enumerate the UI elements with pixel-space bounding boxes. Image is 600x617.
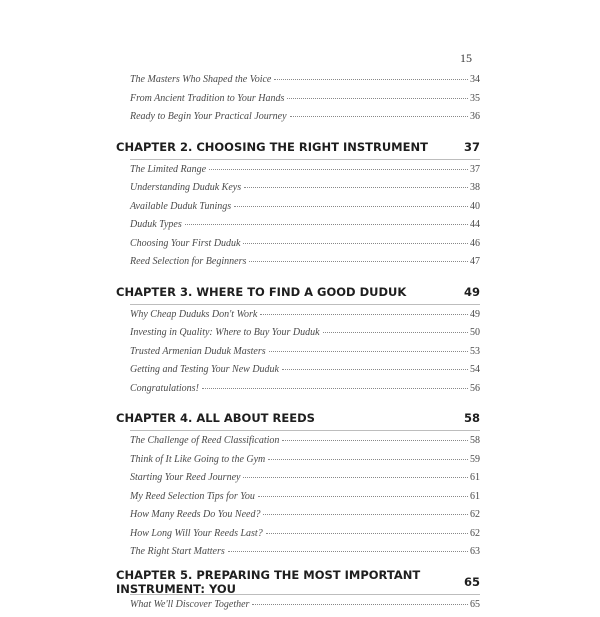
toc-entry[interactable]: [116, 309, 480, 328]
toc-entry-title: Available Duduk Tunings: [130, 201, 231, 212]
toc-entry-page: 58: [470, 435, 480, 446]
toc-entry-page: 59: [470, 454, 480, 465]
toc-entry-page: 34: [470, 74, 480, 85]
toc-entry-title: What We'll Discover Together: [130, 599, 249, 610]
chapter-heading[interactable]: [116, 137, 480, 157]
dot-leader: [209, 169, 468, 170]
toc-entry[interactable]: [116, 364, 480, 383]
toc-entry[interactable]: [116, 164, 480, 183]
table-of-contents: [116, 74, 480, 617]
toc-entry-title: The Limited Range: [130, 164, 206, 175]
dot-leader: [282, 369, 468, 370]
chapter-divider: [130, 159, 480, 160]
toc-entry-title: My Reed Selection Tips for You: [130, 491, 255, 502]
toc-entry-title: How Many Reeds Do You Need?: [130, 509, 260, 520]
toc-entry-page: 49: [470, 309, 480, 320]
toc-entry[interactable]: [116, 435, 480, 454]
toc-entry-title: Congratulations!: [130, 383, 199, 394]
toc-entry-title: Ready to Begin Your Practical Journey: [130, 111, 287, 122]
chapter-page: 65: [464, 575, 480, 589]
toc-entry[interactable]: [116, 256, 480, 275]
chapter-page: 58: [464, 411, 480, 425]
toc-entry[interactable]: [116, 182, 480, 201]
chapter-section: [116, 572, 480, 617]
dot-leader: [244, 187, 468, 188]
toc-entry-title: How Long Will Your Reeds Last?: [130, 528, 263, 539]
toc-entry-page: 62: [470, 528, 480, 539]
toc-entry-title: Duduk Types: [130, 219, 182, 230]
chapter-title: CHAPTER 3. WHERE TO FIND A GOOD DUDUK: [116, 285, 406, 299]
chapter-section: [116, 408, 480, 565]
dot-leader: [202, 388, 468, 389]
toc-entry[interactable]: [116, 111, 480, 130]
toc-entry-page: 38: [470, 182, 480, 193]
dot-leader: [243, 243, 468, 244]
dot-leader: [243, 477, 468, 478]
chapter-divider: [130, 304, 480, 305]
dot-leader: [269, 351, 468, 352]
dot-leader: [252, 604, 468, 605]
toc-entry-title: The Right Start Matters: [130, 546, 225, 557]
toc-entry-page: 65: [470, 599, 480, 610]
chapter-section: [116, 282, 480, 402]
toc-entry[interactable]: [116, 219, 480, 238]
toc-entry-title: Starting Your Reed Journey: [130, 472, 240, 483]
toc-entry[interactable]: [116, 238, 480, 257]
page-number: 15: [460, 51, 472, 66]
dot-leader: [249, 261, 468, 262]
toc-entry[interactable]: [116, 509, 480, 528]
toc-entry[interactable]: [116, 599, 480, 617]
dot-leader: [274, 79, 468, 80]
chapter-heading[interactable]: [116, 572, 480, 592]
toc-entry[interactable]: [116, 528, 480, 547]
chapter-title: CHAPTER 2. CHOOSING THE RIGHT INSTRUMENT: [116, 140, 428, 154]
chapter-list: [116, 137, 480, 617]
chapter-page: 49: [464, 285, 480, 299]
toc-entry-page: 61: [470, 491, 480, 502]
toc-entry[interactable]: [116, 74, 480, 93]
dot-leader: [258, 496, 468, 497]
dot-leader: [290, 116, 468, 117]
toc-entry-page: 62: [470, 509, 480, 520]
toc-entry-title: Understanding Duduk Keys: [130, 182, 241, 193]
chapter-page: 37: [464, 140, 480, 154]
dot-leader: [282, 440, 468, 441]
toc-entry-page: 63: [470, 546, 480, 557]
dot-leader: [260, 314, 468, 315]
chapter-section: [116, 137, 480, 275]
toc-entry[interactable]: [116, 454, 480, 473]
toc-entry[interactable]: [116, 472, 480, 491]
chapter-title: CHAPTER 4. ALL ABOUT REEDS: [116, 411, 315, 425]
toc-entry[interactable]: [116, 491, 480, 510]
dot-leader: [268, 459, 468, 460]
toc-entry[interactable]: [116, 93, 480, 112]
dot-leader: [266, 533, 468, 534]
toc-entry-page: 53: [470, 346, 480, 357]
chapter-title: CHAPTER 5. PREPARING THE MOST IMPORTANT INSTRUMENT: YOU: [116, 568, 464, 596]
toc-entry-title: The Challenge of Reed Classification: [130, 435, 279, 446]
toc-entry-page: 37: [470, 164, 480, 175]
toc-entry-page: 36: [470, 111, 480, 122]
toc-entry-page: 50: [470, 327, 480, 338]
toc-entry-title: Reed Selection for Beginners: [130, 256, 246, 267]
toc-entry-page: 61: [470, 472, 480, 483]
toc-entry-title: Choosing Your First Duduk: [130, 238, 240, 249]
toc-entry[interactable]: [116, 546, 480, 565]
toc-entry-page: 40: [470, 201, 480, 212]
toc-entry[interactable]: [116, 201, 480, 220]
chapter-divider: [130, 430, 480, 431]
toc-entry-title: Why Cheap Duduks Don't Work: [130, 309, 257, 320]
chapter-heading[interactable]: [116, 282, 480, 302]
dot-leader: [287, 98, 468, 99]
dot-leader: [234, 206, 468, 207]
toc-entry-title: Trusted Armenian Duduk Masters: [130, 346, 266, 357]
dot-leader: [323, 332, 468, 333]
toc-entry-page: 46: [470, 238, 480, 249]
toc-entry-page: 44: [470, 219, 480, 230]
toc-entry-page: 54: [470, 364, 480, 375]
continued-entries: [116, 74, 480, 130]
toc-entry-page: 35: [470, 93, 480, 104]
toc-entry-title: Investing in Quality: Where to Buy Your Duduk: [130, 327, 320, 338]
dot-leader: [228, 551, 468, 552]
toc-entry-title: The Masters Who Shaped the Voice: [130, 74, 271, 85]
toc-entry[interactable]: [116, 327, 480, 346]
chapter-heading[interactable]: [116, 408, 480, 428]
dot-leader: [263, 514, 468, 515]
toc-entry[interactable]: [116, 383, 480, 402]
toc-entry-page: 56: [470, 383, 480, 394]
toc-entry-title: Getting and Testing Your New Duduk: [130, 364, 279, 375]
toc-entry-page: 47: [470, 256, 480, 267]
toc-entry-title: Think of It Like Going to the Gym: [130, 454, 265, 465]
toc-entry-title: From Ancient Tradition to Your Hands: [130, 93, 284, 104]
dot-leader: [185, 224, 468, 225]
toc-entry[interactable]: [116, 346, 480, 365]
